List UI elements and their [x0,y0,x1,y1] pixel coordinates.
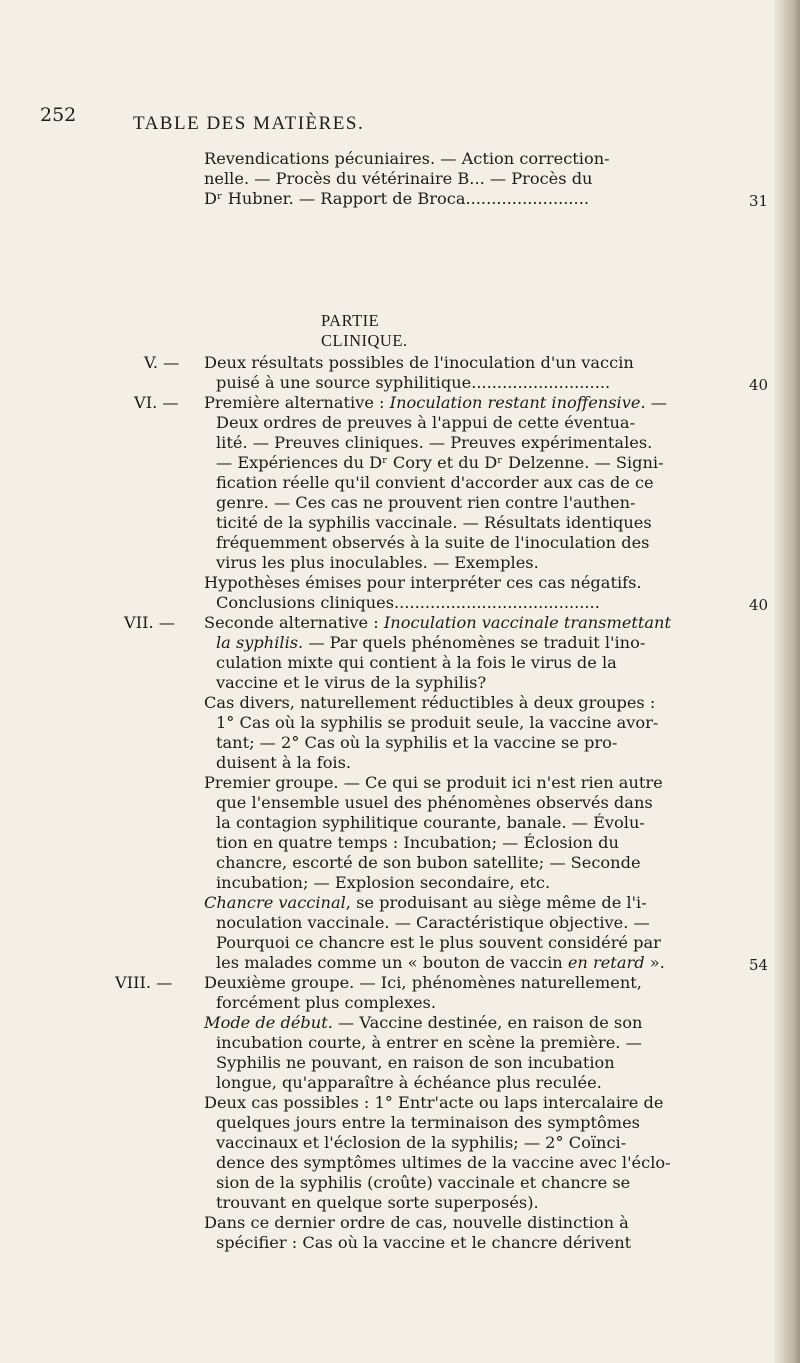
toc-line: Mode de début. — Vaccine destinée, en raison de son [204,1013,643,1032]
toc-line: Dʳ Hubner. — Rapport de Broca........................ [204,189,589,208]
page-ref: 54 [749,956,769,974]
toc-line: incubation courte, à entrer en scène la première. — [216,1033,642,1052]
toc-line: lité. — Preuves cliniques. — Preuves expérimentales. [216,433,653,452]
toc-line: Première alternative : Inoculation restant inoffensive. — [204,393,667,412]
toc-line: Cas divers, naturellement réductibles à deux groupes : [204,693,656,712]
toc-line: Syphilis ne pouvant, en raison de son incubation [216,1053,615,1072]
toc-line: — Expériences du Dʳ Cory et du Dʳ Delzenne. — Signi- [216,453,664,472]
toc-line: tion en quatre temps : Incubation; — Éclosion du [216,833,619,852]
toc-line: fication réelle qu'il convient d'accorder aux cas de ce [216,473,654,492]
toc-line: incubation; — Explosion secondaire, etc. [216,873,551,892]
toc-line: Deuxième groupe. — Ici, phénomènes naturellement, [204,973,642,992]
toc-line: spécifier : Cas où la vaccine et le chancre dérivent [216,1233,632,1252]
toc-line: puisé à une source syphilitique........................... [216,373,611,392]
toc-line: Conclusions cliniques........................................ [216,593,600,612]
toc-line: les malades comme un « bouton de vaccin en retard ». [216,953,665,972]
toc-line: Chancre vaccinal, se produisant au siège même de l'i- [204,893,647,912]
toc-line: forcément plus complexes. [216,993,436,1012]
toc-line: ticité de la syphilis vaccinale. — Résultats identiques [216,513,652,532]
toc-line: longue, qu'apparaître à échéance plus reculée. [216,1073,602,1092]
page-ref: 31 [749,192,769,210]
toc-line: Pourquoi ce chancre est le plus souvent considéré par [216,933,661,952]
toc-line: la contagion syphilitique courante, banale. — Évolu- [216,813,645,832]
book-gutter-shadow [774,0,800,1363]
toc-line: noculation vaccinale. — Caractéristique objective. — [216,913,650,932]
toc-line: vaccine et le virus de la syphilis? [216,673,487,692]
toc-line: 1° Cas où la syphilis se produit seule, la vaccine avor- [216,713,659,732]
toc-line: Deux résultats possibles de l'inoculation d'un vaccin [204,353,634,372]
toc-line: dence des symptômes ultimes de la vaccine avec l'éclo- [216,1153,671,1172]
toc-line: quelques jours entre la terminaison des symptômes [216,1113,640,1132]
toc-line: virus les plus inoculables. — Exemples. [216,553,539,572]
toc-line: Dans ce dernier ordre de cas, nouvelle distinction à [204,1213,629,1232]
chapter-numeral: VI. — [134,393,179,412]
toc-line: Deux ordres de preuves à l'appui de cette éventua- [216,413,636,432]
toc-line: duisent à la fois. [216,753,352,772]
chapter-numeral: VII. — [124,613,175,632]
chapter-numeral: VIII. — [115,973,173,992]
toc-line: Hypothèses émises pour interpréter ces cas négatifs. [204,573,642,592]
toc-line: genre. — Ces cas ne prouvent rien contre l'authen- [216,493,636,512]
toc-line: tant; — 2° Cas où la syphilis et la vaccine se pro- [216,733,618,752]
toc-line: fréquemment observés à la suite de l'inoculation des [216,533,650,552]
page-ref: 40 [749,376,769,394]
toc-line: vaccinaux et l'éclosion de la syphilis; — 2° Coïnci- [216,1133,627,1152]
toc-line: trouvant en quelque sorte superposés). [216,1193,539,1212]
toc-line: Premier groupe. — Ce qui se produit ici n'est rien autre [204,773,663,792]
toc-line: que l'ensemble usuel des phénomènes observés dans [216,793,653,812]
section-title: PARTIE CLINIQUE. [321,311,408,350]
toc-line: la syphilis. — Par quels phénomènes se traduit l'ino- [216,633,646,652]
toc-line: Deux cas possibles : 1° Entr'acte ou laps intercalaire de [204,1093,664,1112]
toc-line: chancre, escorté de son bubon satellite; — Seconde [216,853,641,872]
toc-line: sion de la syphilis (croûte) vaccinale et chancre se [216,1173,631,1192]
toc-line: Revendications pécuniaires. — Action correction- [204,149,610,168]
toc-line: culation mixte qui contient à la fois le virus de la [216,653,617,672]
running-title: TABLE DES MATIÈRES. [133,113,365,134]
chapter-numeral: V. — [144,353,180,372]
page-number: 252 [40,104,77,126]
page-ref: 40 [749,596,769,614]
toc-line: Seconde alternative : Inoculation vaccinale transmettant [204,613,671,632]
toc-line: nelle. — Procès du vétérinaire B... — Procès du [204,169,593,188]
